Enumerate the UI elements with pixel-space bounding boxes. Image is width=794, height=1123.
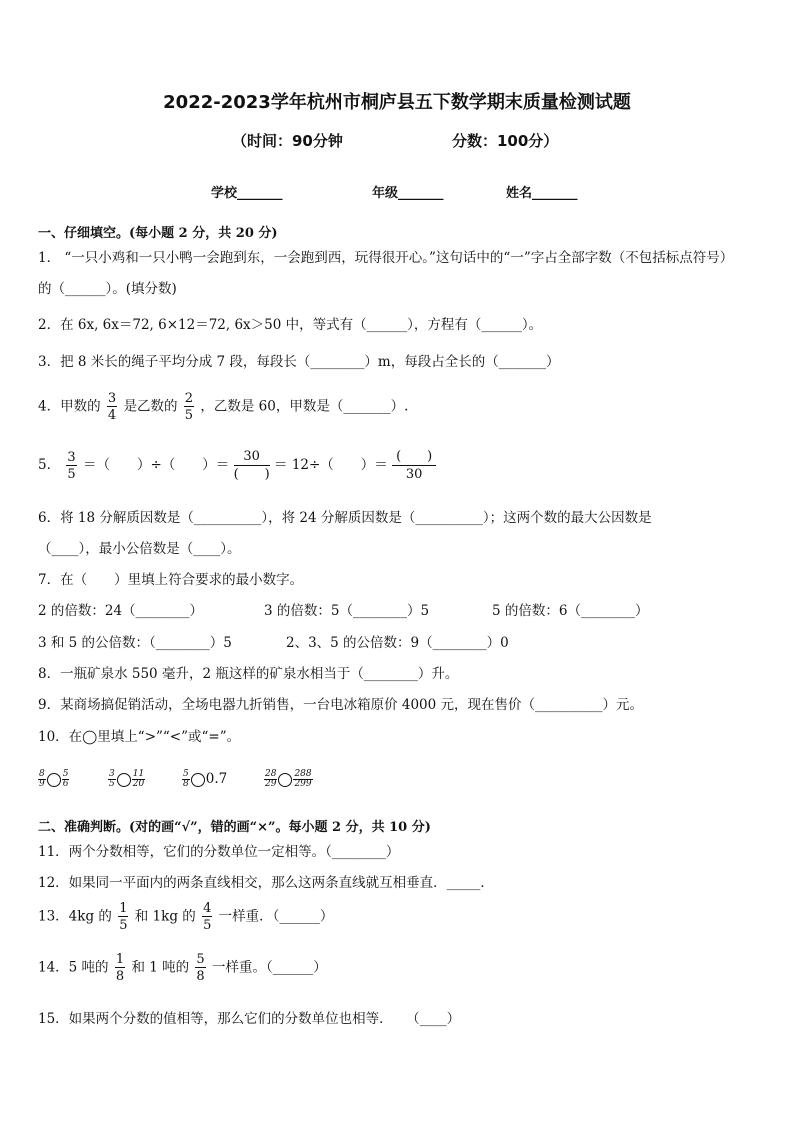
question-12: 12．如果同一平面内的两条直线相交，那么这两条直线就互相垂直．_____． <box>38 875 494 891</box>
question-6-line-1: 6．将 18 分解质因数是（__________），将 24 分解质因数是（__________）；这两个数的最大公因数是 <box>38 510 652 526</box>
question-14 <box>38 953 327 983</box>
question-10-item-4 <box>264 770 313 789</box>
question-10-item-2 <box>108 770 145 789</box>
denominator: 5 <box>184 408 194 423</box>
exam-score: 分数：100分） <box>452 132 559 150</box>
question-6-line-2: （____），最小公倍数是（____）。 <box>38 541 241 557</box>
question-1-line-1: 1． “一只小鸡和一只小鸭一会跑到东，一会跑到西，玩得很开心。”这句话中的“一”字占全部字数（不包括标点符号） <box>38 250 734 266</box>
denominator: 5 <box>119 918 128 933</box>
numerator: 11 <box>132 769 145 779</box>
numerator: 5 <box>183 769 189 779</box>
question-5 <box>38 450 436 481</box>
numerator: ( ) <box>392 450 436 466</box>
name-field: 姓名_______ <box>506 186 578 201</box>
exam-time: （时间：90分钟 <box>232 132 343 150</box>
numerator: 28 <box>265 769 277 779</box>
denominator: 8 <box>183 779 189 789</box>
numerator: 288 <box>294 769 312 779</box>
denominator: 9 <box>39 779 45 789</box>
compare-circle <box>191 773 205 787</box>
denominator: 8 <box>115 969 125 984</box>
question-2: 2．在 6x, 6x＝72, 6×12＝72, 6x＞50 中，等式有（______），方程有（______）。 <box>38 317 543 333</box>
section-1-heading: 一、仔细填空。(每小题 2 分，共 20 分) <box>38 226 278 241</box>
numerator: 1 <box>115 952 125 967</box>
numerator: 5 <box>62 769 69 779</box>
numerator: 30 <box>234 450 270 466</box>
question-5-text-b: ＝（ ）÷（ ）＝ <box>82 457 230 473</box>
question-13 <box>38 902 333 932</box>
question-13-fraction-2 <box>202 902 212 932</box>
question-9: 9．某商场搞促销活动，全场电器九折销售，一台电冰箱原价 4000 元，现在售价（__________）元。 <box>38 697 644 713</box>
question-1-line-2: 的（______）。(填分数) <box>38 281 177 297</box>
question-7-item-3: 5 的倍数：6（________） <box>492 603 649 619</box>
question-4-fraction-1 <box>107 392 117 422</box>
denominator: 8 <box>196 969 205 984</box>
question-10-item-1 <box>38 770 69 789</box>
fraction-left <box>264 770 277 789</box>
denominator: 5 <box>109 779 115 789</box>
page-title: 2022-2023学年杭州市桐庐县五下数学期末质量检测试题 <box>163 92 631 113</box>
fraction-left <box>182 770 190 789</box>
denominator: 29 <box>265 779 277 789</box>
question-15: 15．如果两个分数的值相等，那么它们的分数单位也相等． （____） <box>38 1011 461 1027</box>
question-14-fraction-2 <box>195 953 205 983</box>
question-13-text-b: 和 1kg 的 <box>134 908 196 925</box>
section-2-heading: 二、准确判断。(对的画“√”，错的画“×”。每小题 2 分，共 10 分) <box>38 820 431 835</box>
denominator: 4 <box>107 408 117 423</box>
question-4 <box>38 392 408 422</box>
question-14-text-b: 和 1 吨的 <box>131 959 190 976</box>
denominator: 6 <box>62 779 69 789</box>
question-5-fraction-2 <box>234 450 270 481</box>
numerator: 1 <box>119 901 128 916</box>
numerator: 4 <box>203 901 212 916</box>
question-14-fraction-1 <box>115 953 125 983</box>
grade-field: 年级_______ <box>372 186 444 201</box>
question-7-item-1: 2 的倍数：24（________） <box>38 603 204 619</box>
question-4-text-b: 是乙数的 <box>123 398 178 415</box>
numerator: 3 <box>109 769 115 779</box>
question-5-fraction-1 <box>66 451 76 481</box>
question-10-item-3 <box>182 770 227 789</box>
question-7-item-5: 2、3、5 的公倍数：9（________）0 <box>286 635 509 651</box>
numerator: 8 <box>39 769 45 779</box>
question-5-text-c: ＝ 12÷（ ）＝ <box>274 457 388 473</box>
question-7-item-2: 3 的倍数：5（________）5 <box>264 603 430 619</box>
question-3: 3．把 8 米长的绳子平均分成 7 段，每段长（________）m，每段占全长的（_______） <box>38 354 560 370</box>
question-4-fraction-2 <box>184 392 194 422</box>
numerator: 3 <box>67 449 76 465</box>
question-7: 7．在（ ）里填上符合要求的最小数字。 <box>38 572 304 588</box>
question-13-text-a: 13．4kg 的 <box>38 908 112 925</box>
question-10: 10．在◯里填上“>”“<”或“=”。 <box>38 729 241 745</box>
question-14-text-a: 14．5 吨的 <box>38 959 109 976</box>
question-5-text-a: 5． <box>38 457 61 473</box>
denominator: ( ) <box>233 467 270 482</box>
numerator: 5 <box>196 952 205 967</box>
compare-circle <box>47 773 61 787</box>
compare-circle <box>117 773 131 787</box>
fraction-left <box>38 770 46 789</box>
question-14-text-c: 一样重。（______） <box>211 959 327 976</box>
denominator: 30 <box>405 467 423 482</box>
school-field: 学校_______ <box>211 186 283 201</box>
denominator: 20 <box>132 779 145 789</box>
question-5-fraction-3 <box>392 450 436 481</box>
denominator: 5 <box>67 466 76 482</box>
fraction-left <box>108 770 116 789</box>
fraction-right <box>62 770 70 789</box>
question-13-text-c: 一样重．（______） <box>218 908 334 925</box>
denominator: 5 <box>203 918 212 933</box>
numerator: 3 <box>107 391 117 406</box>
fraction-right <box>293 770 312 789</box>
compare-circle <box>278 773 292 787</box>
question-11: 11．两个分数相等，它们的分数单位一定相等。（________） <box>38 844 400 860</box>
question-13-fraction-1 <box>118 902 128 932</box>
fraction-right <box>132 770 145 789</box>
denominator: 299 <box>294 779 312 789</box>
numerator: 2 <box>184 391 194 406</box>
question-8: 8．一瓶矿泉水 550 毫升，2 瓶这样的矿泉水相当于（________）升。 <box>38 666 459 682</box>
decimal-value: 0.7 <box>205 771 228 787</box>
question-7-item-4: 3 和 5 的公倍数：（________）5 <box>38 635 232 651</box>
question-4-text-c: ，乙数是 60，甲数是（_______）. <box>200 398 409 415</box>
question-4-text-a: 4．甲数的 <box>38 398 101 415</box>
